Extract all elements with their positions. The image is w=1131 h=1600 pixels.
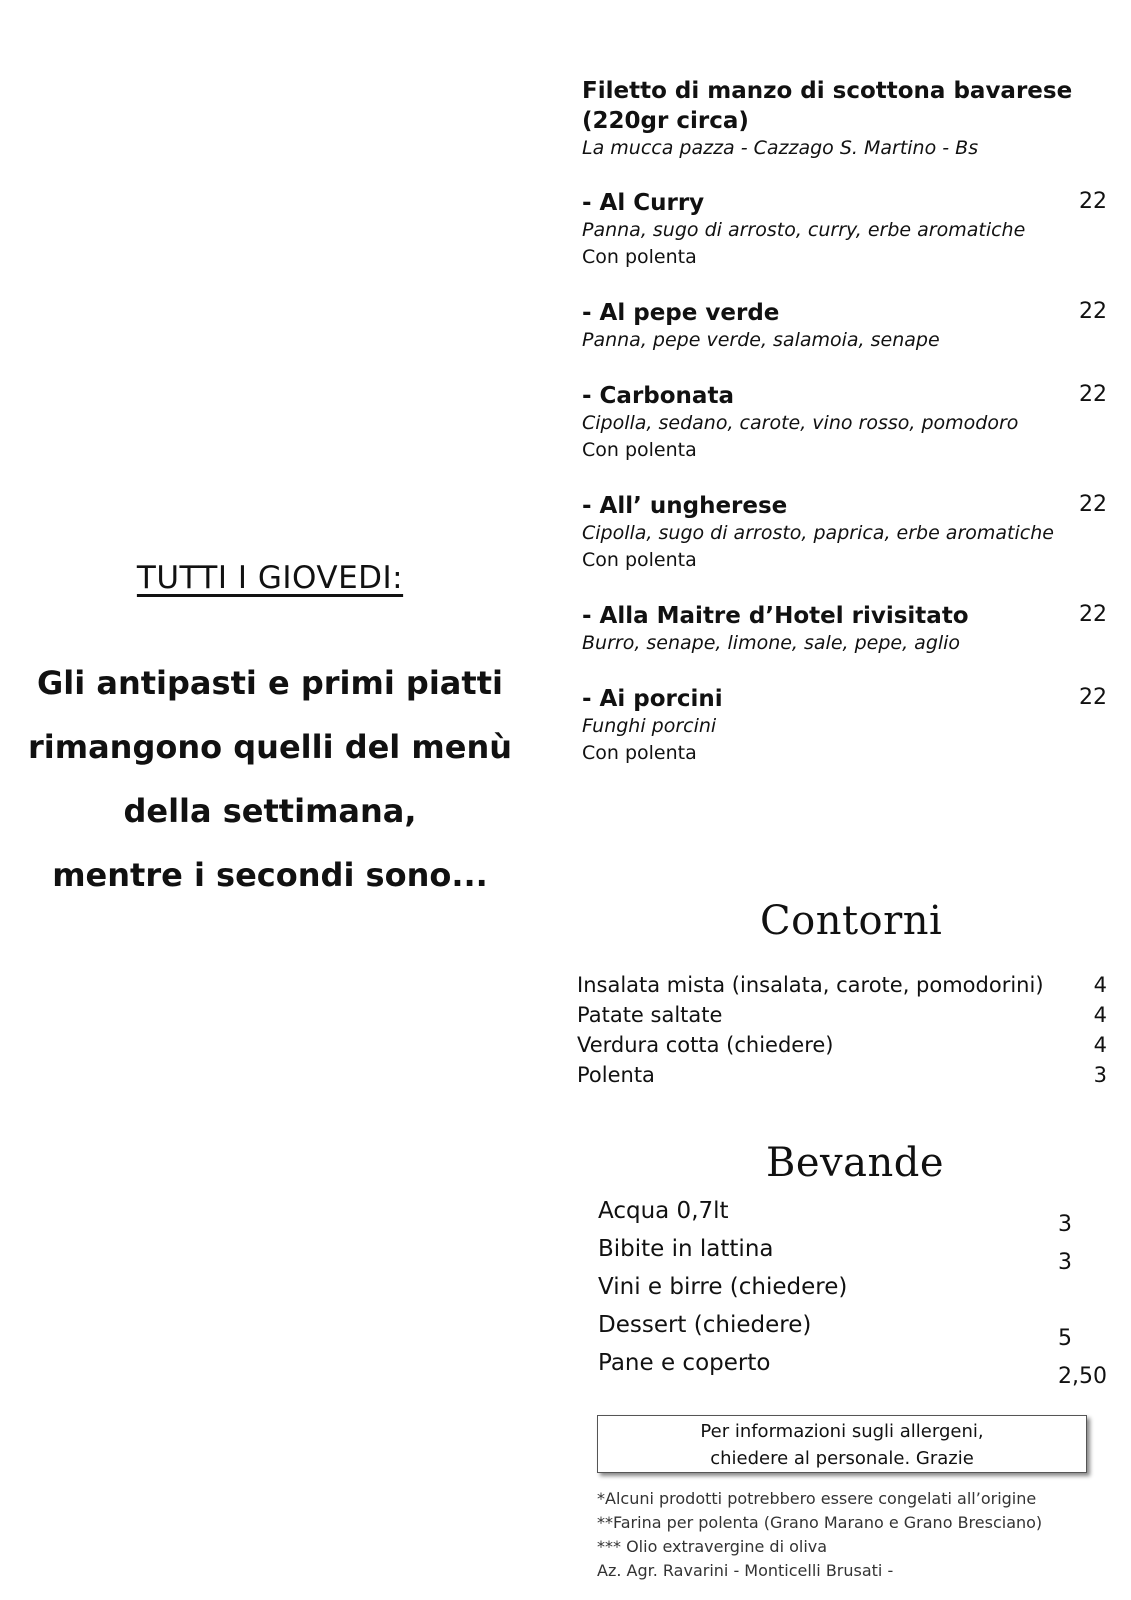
list-item — [577, 1060, 1107, 1090]
footnotes — [597, 1487, 1117, 1583]
dish-side: Con polenta — [582, 439, 697, 461]
list-item — [577, 1000, 1107, 1030]
list-item — [598, 1344, 1108, 1389]
dish-description: Panna, sugo di arrosto, curry, erbe aromatiche — [582, 219, 1026, 241]
dish-name: - Carbonata — [582, 383, 734, 409]
dish-name: - Alla Maitre d’Hotel rivisitato — [582, 603, 969, 629]
dish-description: Burro, senape, limone, sale, pepe, aglio — [582, 632, 961, 654]
footnote: Az. Agr. Ravarini - Monticelli Brusati - — [597, 1561, 894, 1580]
menu-item — [582, 492, 1107, 574]
item-name: Dessert (chiedere) — [598, 1312, 812, 1338]
footnote: *Alcuni prodotti potrebbero essere congelati all’origine — [597, 1489, 1037, 1508]
menu-item — [582, 299, 1107, 354]
item-name: Pane e coperto — [598, 1350, 771, 1376]
menu-item — [582, 602, 1107, 657]
menu-item — [582, 685, 1107, 767]
dish-price: 22 — [1079, 382, 1107, 407]
promo-line: della settimana, — [123, 792, 417, 830]
promo-line: mentre i secondi sono... — [52, 856, 488, 894]
list-item — [598, 1192, 1108, 1237]
dish-description: Panna, pepe verde, salamoia, senape — [582, 329, 940, 351]
item-price: 4 — [1093, 1033, 1107, 1057]
list-item — [598, 1230, 1108, 1275]
dish-price: 22 — [1079, 189, 1107, 214]
item-name: Bibite in lattina — [598, 1236, 774, 1262]
dish-description: Cipolla, sugo di arrosto, paprica, erbe aromatiche — [582, 522, 1054, 544]
item-price: 4 — [1093, 973, 1107, 997]
footnote: *** Olio extravergine di oliva — [597, 1537, 828, 1556]
dish-price: 22 — [1079, 299, 1107, 324]
item-price: 3 — [1058, 1212, 1072, 1237]
dish-price: 22 — [1079, 492, 1107, 517]
main-dish-supplier: La mucca pazza - Cazzago S. Martino - Bs — [582, 137, 979, 159]
list-item — [598, 1268, 1108, 1306]
main-dish-title: Filetto di manzo di scottona bavarese (220gr circa) — [582, 78, 1073, 134]
dish-side: Con polenta — [582, 742, 697, 764]
dish-description: Funghi porcini — [582, 715, 717, 737]
list-item — [577, 970, 1107, 1000]
menu-item — [582, 189, 1107, 271]
allergen-notice — [597, 1415, 1087, 1473]
dish-price: 22 — [1079, 602, 1107, 627]
item-price: 3 — [1093, 1063, 1107, 1087]
item-name: Polenta — [577, 1063, 655, 1087]
contorni-list — [577, 970, 1107, 1090]
promo-heading: TUTTI I GIOVEDI: — [136, 560, 404, 596]
item-price: 4 — [1093, 1003, 1107, 1027]
promo-block — [0, 560, 540, 907]
dish-name: - Al pepe verde — [582, 300, 780, 326]
menu-item — [582, 382, 1107, 464]
item-name: Insalata mista (insalata, carote, pomodorini) — [577, 973, 1044, 997]
item-price: 5 — [1058, 1326, 1072, 1351]
item-price: 3 — [1058, 1250, 1072, 1275]
dish-name: - All’ ungherese — [582, 493, 788, 519]
bevande-list — [598, 1192, 1108, 1389]
footnote: **Farina per polenta (Grano Marano e Grano Bresciano) — [597, 1513, 1043, 1532]
allergen-line: Per informazioni sugli allergeni, — [700, 1421, 984, 1442]
dish-side: Con polenta — [582, 549, 697, 571]
item-price: 2,50 — [1058, 1364, 1107, 1389]
secondi-menu — [582, 76, 1107, 767]
bevande-title: Bevande — [765, 1140, 945, 1186]
contorni-title: Contorni — [760, 898, 943, 944]
item-name: Acqua 0,7lt — [598, 1198, 729, 1224]
allergen-line: chiedere al personale. Grazie — [710, 1448, 974, 1469]
item-name: Patate saltate — [577, 1003, 723, 1027]
promo-line: rimangono quelli del menù — [27, 728, 513, 766]
item-name: Verdura cotta (chiedere) — [577, 1033, 834, 1057]
dish-description: Cipolla, sedano, carote, vino rosso, pomodoro — [582, 412, 1019, 434]
dish-name: - Ai porcini — [582, 686, 723, 712]
item-name: Vini e birre (chiedere) — [598, 1274, 848, 1300]
list-item — [598, 1306, 1108, 1351]
dish-side: Con polenta — [582, 246, 697, 268]
dish-name: - Al Curry — [582, 190, 705, 216]
dish-price: 22 — [1079, 685, 1107, 710]
list-item — [577, 1030, 1107, 1060]
promo-line: Gli antipasti e primi piatti — [37, 664, 503, 702]
